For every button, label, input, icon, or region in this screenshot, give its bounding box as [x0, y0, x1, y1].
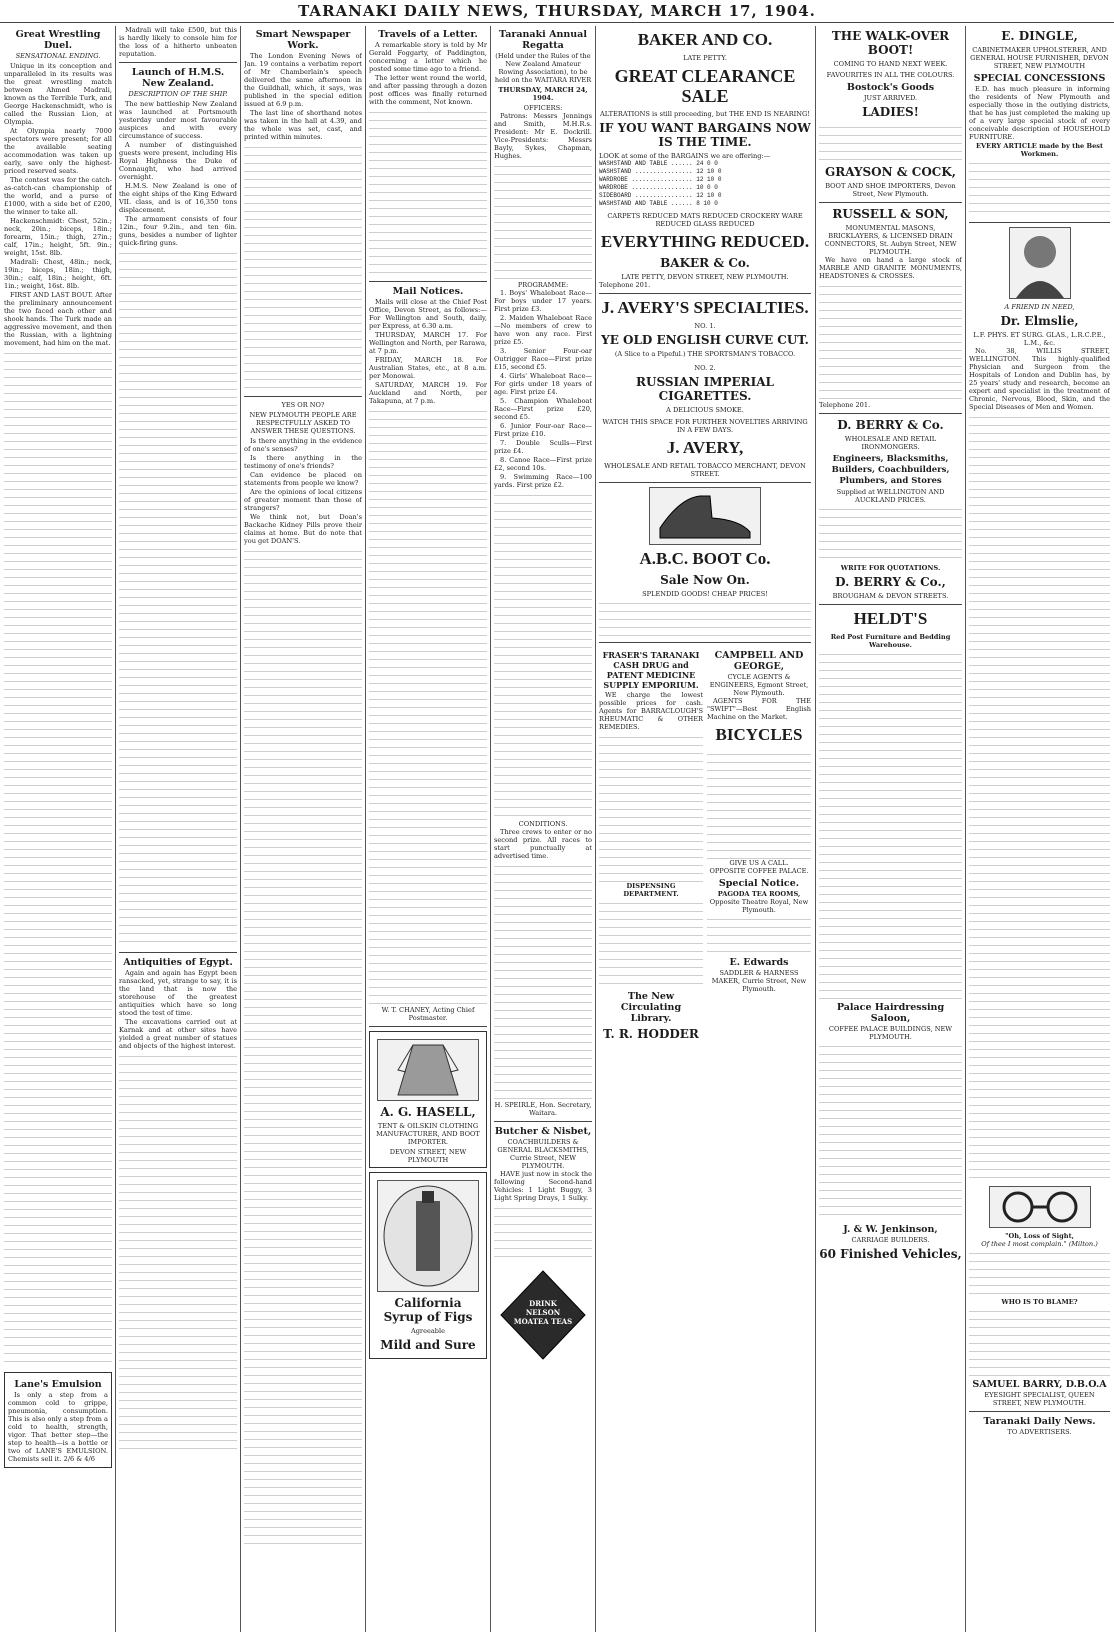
ad-title: CAMPBELL AND GEORGE, — [714, 650, 804, 672]
russell-title: RUSSELL & SON, — [832, 207, 949, 221]
divider — [819, 413, 962, 414]
divider — [369, 281, 487, 282]
divider — [969, 1411, 1110, 1412]
paragraph: Three crews to enter or no second prize. All races to start punctually at advertised time. — [494, 828, 592, 860]
divider — [819, 604, 962, 605]
article-body-text — [969, 1248, 1110, 1298]
write-note: WRITE FOR QUOTATIONS. — [840, 564, 941, 572]
item-number: NO. 2. — [694, 364, 716, 372]
section-heading: OFFICERS: — [523, 104, 563, 112]
ladies-heading: LADIES! — [862, 105, 919, 119]
paragraph: THURSDAY, MARCH 17. For Wellington and North, per Rarawa, at 7 p.m. — [369, 331, 487, 355]
article-body-text — [244, 142, 362, 392]
every-article: EVERY ARTICLE made by the Best Workmen. — [975, 142, 1104, 158]
sight-quote: "Oh, Loss of Sight, — [1005, 1232, 1074, 1240]
regatta-event: 3. Senior Four-oar Outrigger Race—First prize £15, second £5. — [494, 347, 592, 371]
heldt-subtitle: Red Post Furniture and Bedding Warehouse. — [830, 633, 951, 649]
paragraph: The London Evening News of Jan. 19 contains a verbatim report of Mr Chamberlain's speech delivered the same afternoon in the Guildhall, which, it says, was published in the special edition issued at 6.9 p.m. — [244, 52, 362, 108]
finished-vehicles: 60 Finished Vehicles, — [819, 1247, 962, 1261]
ad-address: DEVON STREET, NEW PLYMOUTH — [389, 1148, 467, 1164]
paragraph: Can evidence be placed on statements from people we know? — [244, 471, 362, 487]
article-body-text — [119, 248, 237, 948]
section-heading: DISPENSING DEPARTMENT. — [623, 882, 679, 898]
divider — [599, 293, 811, 294]
column-7 — [819, 26, 962, 1632]
regatta-event: 2. Maiden Whaleboat Race—No members of crew to have won any race. First prize £5. — [494, 314, 592, 346]
signature-line: W. T. CHANEY, Acting Chief Postmaster. — [381, 1006, 475, 1022]
paragraph: A remarkable story is told by Mr Gerald Foggarty, of Paddington, concerning a letter which he posted some time ago to a friend. — [369, 41, 487, 73]
regatta-event: 9. Swimming Race—100 yards. First prize £2. — [494, 473, 592, 489]
divider — [244, 396, 362, 397]
bargains-intro: LOOK at some of the BARGAINS we are offering:— — [599, 152, 771, 160]
divider — [819, 202, 962, 203]
ad-tagline: Mild and Sure — [380, 1338, 476, 1352]
article-body-text — [599, 898, 703, 988]
paragraph: Is there anything in the evidence of one's senses? — [244, 437, 362, 453]
paragraph: Unique in its conception and unparalleled in its results was the great wrestling match between Ahmed Madrali, known as the Terrible Turk, and George Hackenschmidt, who is called the Russian Lion, at Olympia. — [4, 62, 112, 126]
column-rule — [115, 26, 116, 1632]
bargain-item: WASHSTAND AND TABLE ...... 24 0 0 — [599, 160, 718, 167]
walkover-title: THE WALK-OVER BOOT! — [831, 29, 950, 57]
barry-subtitle: EYESIGHT SPECIALIST, QUEEN STREET, NEW PLYMOUTH. — [984, 1391, 1095, 1407]
divider — [119, 952, 237, 953]
ad-text: We have on hand a large stock of MARBLE AND GRANITE MONUMENTS, HEADSTONES & CROSSES. — [819, 256, 962, 280]
article-body-text — [819, 281, 962, 401]
firm-address: LATE PETTY, DEVON STREET, NEW PLYMOUTH. — [621, 273, 789, 281]
medicine-bottle-icon — [377, 1180, 479, 1292]
ad-subtitle: Agreeable — [410, 1327, 446, 1335]
tdn-title: Taranaki Daily News. — [983, 1416, 1096, 1427]
palace-subtitle: COFFEE PALACE BUILDINGS, NEW PLYMOUTH. — [828, 1025, 953, 1041]
caps-notice: NEW PLYMOUTH PEOPLE ARE RESPECTFULLY ASKED TO ANSWER THESE QUESTIONS. — [249, 411, 357, 435]
ad-title: A. G. HASELL, — [380, 1105, 476, 1119]
article-title: Smart Newspaper Work. — [255, 29, 351, 51]
section-heading: CONDITIONS. — [518, 820, 568, 828]
jenkinson-subtitle: CARRIAGE BUILDERS. — [851, 1236, 930, 1244]
column-rule — [595, 26, 596, 1632]
berry-address: BROUGHAM & DEVON STREETS. — [832, 592, 949, 600]
eyeglasses-icon — [989, 1186, 1091, 1228]
call-notice: GIVE US A CALL. — [729, 859, 789, 867]
dingle-subtitle: CABINETMAKER UPHOLSTERER, AND GENERAL HOUSE FURNISHER, DEVON STREET, NEW PLYMOUTH — [970, 46, 1109, 70]
column-rule — [240, 26, 241, 1632]
paragraph: The new battleship New Zealand was launched at Portsmouth yesterday under most favourable auspices and with every circumstance of success. — [119, 100, 237, 140]
bostock-title: Bostock's Goods — [846, 82, 935, 93]
library-title: The New Circulating Library. — [620, 991, 682, 1024]
paragraph: The contest was for the catch-as-catch-can championship of the world, and a purse of £1000, with a side bet of £200, the winner to take all. — [4, 176, 112, 216]
ad-text: HAVE just now in stock the following Second-hand Vehicles: 1 Light Buggy, 3 Light Spring Drays, 1 Sulky. — [494, 1170, 592, 1202]
column-4 — [369, 26, 487, 1632]
bargain-item: WASHSTAND ................ 12 10 0 — [599, 168, 722, 175]
regatta-subtitle: (Held under the Rules of the New Zealand Amateur Rowing Association), to be held on the WAITARA RIVER — [494, 52, 592, 84]
bargain-item: SIDEBOARD ................ 12 10 0 — [599, 192, 722, 199]
divider — [969, 222, 1110, 223]
item-number: NO. 1. — [694, 322, 716, 330]
regatta-event: 7. Double Sculls—First prize £4. — [494, 439, 592, 455]
hasell-ad — [369, 1031, 487, 1168]
ad-address: Currie Street, NEW PLYMOUTH. — [509, 1154, 577, 1170]
ad-subtitle: TENT & OILSKIN CLOTHING MANUFACTURER, AND BOOT IMPORTER. — [376, 1122, 480, 1146]
product-description: (A Slice to a Pipeful.) THE SPORTSMAN'S TOBACCO. — [614, 350, 796, 358]
article-body-text — [969, 412, 1110, 1182]
article-subtitle: SENSATIONAL ENDING. — [15, 52, 101, 60]
paragraph: H.M.S. New Zealand is one of the eight ships of the King Edward VII. class, and is of 16,350 tons displacement. — [119, 182, 237, 214]
ad-title: FRASER'S TARANAKI CASH DRUG and PATENT MEDICINE SUPPLY EMPORIUM. — [602, 650, 700, 690]
column-3 — [244, 26, 362, 1632]
paragraph: Hackenschmidt: Chest, 52in.; neck, 20in.; biceps, 18in.; forearm, 15in.; thigh, 27in.; calf, 17in.; height, 5ft. 9in.; weight, 15st. 8lb. — [4, 217, 112, 257]
column-8 — [969, 26, 1110, 1632]
reduced-list: CARPETS REDUCED MATS REDUCED CROCKERY WARE REDUCED GLASS REDUCED — [607, 212, 803, 228]
berry-subtitle: WHOLESALE AND RETAIL IRONMONGERS. — [844, 435, 937, 451]
firm-name: BAKER & Co. — [660, 256, 750, 270]
paragraph: Again and again has Egypt been ransacked, yet, strange to say, it is the land that is now the storehouse of the greatest antiquities which have so long stood the test of time. — [119, 969, 237, 1017]
lanes-emulsion-ad — [4, 1372, 112, 1468]
divider — [599, 642, 811, 643]
paragraph: A number of distinguished guests were present, including His Royal Highness the Duke of Connaught, who had arrived overnight. — [119, 141, 237, 181]
pagoda-address: Opposite Theatre Royal, New Plymouth. — [709, 898, 809, 914]
grayson-title: GRAYSON & COCK, — [825, 165, 956, 179]
column-rule — [815, 26, 816, 1632]
ad-text: AGENTS FOR THE "SWIFT"—Best English Machine on the Market. — [707, 697, 811, 721]
article-body-text — [707, 749, 811, 859]
paragraph: The letter went round the world, and after passing through a dozen post offices was finally returned with the comment, Not known. — [369, 74, 487, 106]
seal-text: DRINK NELSON MOATEA TEAS — [513, 1299, 573, 1326]
paragraph: Madrali will take £500, but this is hardly likely to console him for the loss of a hitherto unbeaten reputation. — [119, 26, 237, 58]
column-6 — [599, 26, 811, 1632]
bottom-ads-row — [599, 647, 811, 1044]
column-1 — [4, 26, 112, 1632]
article-body-text — [969, 158, 1110, 218]
paragraph: Are the opinions of local citizens of greater moment than those of strangers? — [244, 488, 362, 512]
paragraph: Mails will close at the Chief Post Office, Devon Street, as follows:—For Wellington and South, daily, per Express, at 6.30 a.m. — [369, 298, 487, 330]
sale-note: ALTERATIONS is still proceeding, but THE END IS NEARING! — [600, 110, 810, 118]
ad-subtitle: CYCLE AGENTS & ENGINEERS, Egmont Street, New Plymouth. — [709, 673, 809, 697]
paragraph: At Olympia nearly 7000 spectators were present; for all the available seating accommodation was taken up early, save only the highest-priced reserved seats. — [4, 127, 112, 175]
barry-title: SAMUEL BARRY, D.B.O.A — [972, 1379, 1107, 1390]
article-body-text — [244, 546, 362, 1546]
watch-notice: WATCH THIS SPACE FOR FURTHER NOVELTIES ARRIVING IN A FEW DAYS. — [602, 418, 808, 434]
elmslie-subtitle: L.F. PHYS. ET SURG. GLAS., L.R.C.P.E., L.M., &c. — [973, 331, 1106, 347]
supplied-note: Supplied at WELLINGTON AND AUCKLAND PRICES. — [836, 488, 945, 504]
article-subtitle: DESCRIPTION OF THE SHIP. — [128, 90, 228, 98]
bargain-item: WARDROBE ................. 10 0 0 — [599, 184, 718, 191]
article-body-text — [819, 1041, 962, 1221]
column-rule — [490, 26, 491, 1632]
divider — [119, 62, 237, 63]
divider — [599, 482, 811, 483]
article-body-text — [494, 490, 592, 820]
regatta-date: THURSDAY, MARCH 24, 1904. — [498, 86, 588, 102]
article-body-text — [819, 504, 962, 564]
regatta-event: 5. Champion Whaleboat Race—First prize £20, second £5. — [494, 397, 592, 421]
berry-title: D. BERRY & Co., — [835, 575, 946, 589]
article-body-text — [599, 732, 703, 882]
heldt-title: HELDT'S — [853, 609, 928, 628]
article-body-text — [4, 348, 112, 1368]
abc-sale: Sale Now On. — [660, 573, 750, 587]
article-title: Taranaki Annual Regatta — [499, 29, 587, 51]
article-body-text — [369, 406, 487, 1006]
section-heading: PROGRAMME: — [517, 281, 569, 289]
ad-title: Lane's Emulsion — [14, 1379, 102, 1390]
product-name: YE OLD ENGLISH CURVE CUT. — [601, 333, 809, 347]
abc-boot-title: A.B.C. BOOT Co. — [639, 549, 771, 568]
blame-heading: WHO IS TO BLAME? — [1001, 1298, 1078, 1306]
product-name: RUSSIAN IMPERIAL CIGARETTES. — [636, 375, 774, 403]
bargain-item: WASHSTAND AND TABLE ...... 8 10 0 — [599, 200, 718, 207]
article-body-text — [819, 122, 962, 162]
article-title: Antiquities of Egypt. — [123, 957, 233, 968]
edwards-title: E. Edwards — [729, 957, 789, 968]
paragraph: The armament consists of four 12in., four 9.2in., and ten 6in. guns, besides a number of lighter quick-firing guns. — [119, 215, 237, 247]
regatta-event: 4. Girls' Whaleboat Race—For girls under 18 years of age. First prize £4. — [494, 372, 592, 396]
article-body-text — [819, 649, 962, 999]
masthead-title: TARANAKI DAILY NEWS, THURSDAY, MARCH 17, 1904. — [298, 2, 816, 20]
nelson-teas-seal — [497, 1269, 589, 1361]
article-body-text — [707, 914, 811, 954]
paragraph: The last line of shorthand notes was taken in the hall at 4.39, and the whole was set, cast, and printed within minutes. — [244, 109, 362, 141]
favourites-note: FAVOURITES IN ALL THE COLOURS. — [826, 71, 955, 79]
ad-subtitle: LATE PETTY. — [683, 54, 727, 62]
ad-title: California Syrup of Figs — [383, 1296, 473, 1324]
coat-illustration-icon — [377, 1039, 479, 1101]
column-rule — [965, 26, 966, 1632]
column-rule — [365, 26, 366, 1632]
article-title: Travels of a Letter. — [378, 29, 478, 40]
paragraph: FRIDAY, MARCH 18. For Australian States, etc., at 8 a.m. per Monowai. — [369, 356, 487, 380]
russell-subtitle: MONUMENTAL MASONS, BRICKLAYERS, & LICENSED DRAIN CONNECTORS, St. Aubyn Street, NEW PLYMOUTH. — [824, 224, 957, 256]
merchant-name: J. AVERY, — [666, 438, 744, 457]
article-body-text — [369, 107, 487, 277]
paragraph: Madrali: Chest, 48in.; neck, 19in.; biceps, 18in.; thigh, 30in.; calf, 18in.; height, 6ft. 1in.; weight, 16st. 8lb. — [4, 258, 112, 290]
palace-title: Palace Hairdressing Saloon, — [836, 1002, 945, 1024]
abc-subtitle: SPLENDID GOODS! CHEAP PRICES! — [642, 590, 768, 598]
article-body-text — [119, 1051, 237, 1451]
paragraph: Is there anything in the testimony of one's friends? — [244, 454, 362, 470]
campbell-ad — [707, 647, 811, 1044]
regatta-event: 8. Canoe Race—First prize £2, second 10s. — [494, 456, 592, 472]
article-title: Great Wrestling Duel. — [15, 29, 101, 51]
bargain-item: WARDROBE ................. 12 10 0 — [599, 176, 722, 183]
divider — [369, 1026, 487, 1027]
grayson-subtitle: BOOT AND SHOE IMPORTERS, Devon Street, New Plymouth. — [825, 182, 956, 198]
telephone: Telephone 201. — [819, 401, 871, 409]
ad-title: BAKER AND CO. — [637, 30, 773, 49]
friend-heading: A FRIEND IN NEED, — [1004, 303, 1075, 311]
library-owner: T. R. HODDER — [603, 1027, 699, 1041]
ad-subtitle: COACHBUILDERS & GENERAL BLACKSMITHS, — [497, 1138, 589, 1154]
bostock-subtitle: JUST ARRIVED. — [863, 94, 918, 102]
tdn-subtitle: TO ADVERTISERS. — [1007, 1428, 1072, 1436]
masthead — [0, 0, 1114, 23]
boot-illustration-icon — [649, 487, 761, 545]
paragraph: We think not, but Doan's Backache Kidney Pills prove their claims at home. But do note that you get DOAN'S. — [244, 513, 362, 545]
article-body-text — [494, 1203, 592, 1263]
fraser-ad — [599, 647, 703, 1044]
article-title: Launch of H.M.S. New Zealand. — [131, 67, 225, 89]
ad-text: Is only a step from a common cold to grippe, pneumonia, consumption. This is also only a step from a cold to health, strength, vigor. That better step—the step to health—is a bottle or two of LANE'S EMULSION. Chemists sell it. 2/6 & 4/6 — [8, 1391, 108, 1463]
product-description: A DELICIOUS SMOKE. — [666, 406, 744, 414]
bicycles-heading: BICYCLES — [715, 725, 803, 744]
paragraph: The excavations carried out at Karnak and at other sites have yielded a great number of statues and objects of the highest interest. — [119, 1018, 237, 1050]
article-body-text — [494, 161, 592, 281]
sight-quote-attribution: Of thee I most complain." (Milton.) — [981, 1240, 1098, 1248]
paragraph: SATURDAY, MARCH 19. For Auckland and North, per Takapuna, at 7 p.m. — [369, 381, 487, 405]
elmslie-title: Dr. Elmslie, — [1000, 314, 1079, 328]
sale-headline: GREAT CLEARANCE SALE — [614, 66, 796, 106]
ad-title: Butcher & Nisbet, — [494, 1126, 592, 1137]
dingle-title: E. DINGLE, — [1001, 29, 1078, 43]
paragraph: Patrons: Messrs Jennings and Smith, M.H.R.s. President: Mr E. Dockrill. Vice-Presidents: Messrs Bayly, Sykes, Chapman, Hughes. — [494, 112, 592, 160]
jenkinson-title: J. & W. Jenkinson, — [843, 1224, 938, 1235]
signature-line: H. SPEIRLE, Hon. Secretary, Waitara. — [494, 1101, 592, 1117]
telephone: Telephone 201. — [599, 281, 651, 289]
ad-text: E.D. has much pleasure in informing the residents of New Plymouth and especially those in the outlying districts, that he has just completed the making up of a very large special stock of every conceivable description of HOUSEHOLD FURNITURE. — [969, 85, 1110, 141]
berry-title: D. BERRY & Co. — [837, 418, 944, 432]
bargains-heading: IF YOU WANT BARGAINS NOW IS THE TIME. — [599, 121, 811, 149]
section-heading: YES OR NO? — [281, 401, 325, 409]
edwards-subtitle: SADDLER & HARNESS MAKER, Currie Street, New Plymouth. — [711, 969, 807, 993]
article-body-text — [599, 598, 811, 638]
column-5 — [494, 26, 592, 1632]
special-notice-title: Special Notice. — [718, 878, 800, 889]
pagoda-title: PAGODA TEA ROOMS, — [717, 890, 801, 898]
ad-text: No. 38, WILLIS STREET, WELLINGTON. This highly-qualified Physician and Surgeon from the Hospitals of London and Dublin has, by 25 years' study and research, become an expert and specialist in the treatment of Chronic, Nervous, Blood, Skin, and the Special Diseases of Men and Women. — [969, 347, 1110, 411]
column-2 — [119, 26, 237, 1632]
location-note: OPPOSITE COFFEE PALACE. — [709, 867, 809, 875]
article-body-text — [969, 1306, 1110, 1376]
everything-reduced: EVERYTHING REDUCED. — [600, 232, 810, 251]
engineers-heading: Engineers, Blacksmiths, Builders, Coachbuilders, Plumbers, and Stores — [831, 454, 950, 486]
article-body-text — [494, 861, 592, 1101]
merchant-address: WHOLESALE AND RETAIL TOBACCO MERCHANT, DEVON STREET. — [604, 462, 806, 478]
doctor-portrait-icon — [1009, 227, 1071, 299]
paragraph: FIRST AND LAST BOUT. After the preliminary announcement the two faced each other and shook hands. The Turk made an aggressive movement, and then the Russian, with a lightning movement, had him on the mat. — [4, 291, 112, 347]
article-title: Mail Notices. — [392, 286, 464, 297]
syrup-of-figs-ad — [369, 1172, 487, 1359]
divider — [494, 1121, 592, 1122]
regatta-event: 6. Junior Four-oar Race—First prize £10. — [494, 422, 592, 438]
regatta-event: 1. Boys' Whaleboat Race—For boys under 17 years. First prize £3. — [494, 289, 592, 313]
walkover-subtitle: COMING TO HAND NEXT WEEK. — [833, 60, 948, 68]
special-concessions: SPECIAL CONCESSIONS — [973, 73, 1106, 84]
ad-text: WE charge the lowest possible prices for cash. Agents for BARRACLOUGH'S RHEUMATIC & OTHER REMEDIES. — [599, 691, 703, 731]
ad-title: J. AVERY'S SPECIALTIES. — [601, 298, 809, 317]
